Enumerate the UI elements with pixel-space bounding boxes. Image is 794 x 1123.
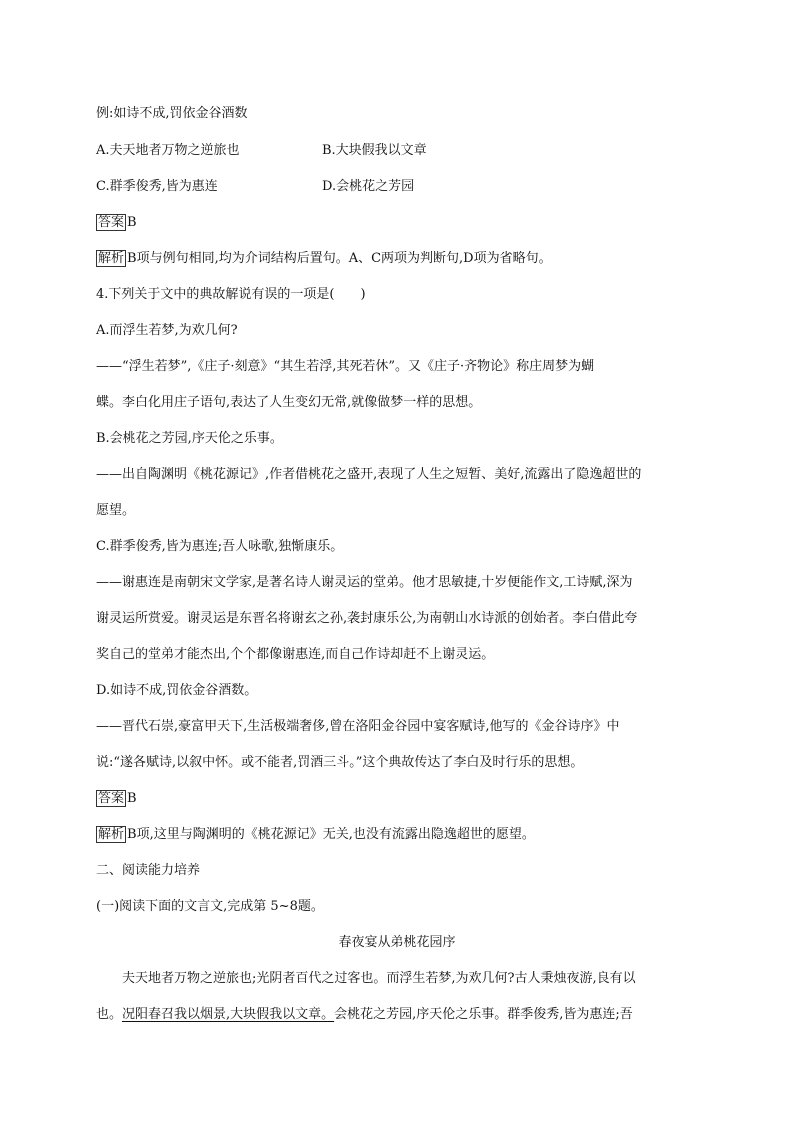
q4-answer-line: [96, 790, 137, 808]
section-heading: 二、阅读能力培养: [96, 863, 201, 878]
q4-option-c-title: C.群季俊秀,皆为惠连;吾人咏歌,独惭康乐。: [96, 539, 344, 554]
q4-option-c-explain-2: 谢灵运所赏爱。谢灵运是东晋名将谢玄之孙,袭封康乐公,为南朝山水诗派的创始者。李白借此夸: [96, 611, 638, 626]
q4-answer: B: [127, 791, 137, 806]
example-sentence: 例:如诗不成,罚依金谷酒数: [96, 106, 248, 121]
q4-option-d-title: D.如诗不成,罚依金谷酒数。: [96, 683, 258, 698]
passage-text: 也。: [96, 1007, 123, 1022]
analysis-tag: 解析: [98, 827, 125, 842]
option-c: C.群季俊秀,皆为惠连: [96, 179, 218, 194]
q4-analysis-line: [96, 826, 535, 844]
passage-text: 会桃花之芳园,序天伦之乐事。群季俊秀,皆为惠连;吾: [334, 1007, 633, 1022]
q4-option-b-explain-2: 愿望。: [96, 503, 136, 518]
analysis-tag: 解析: [98, 251, 125, 266]
q4-option-a-title: A.而浮生若梦,为欢几何?: [96, 323, 238, 338]
q3-analysis: B项与例句相同,均为介词结构后置句。A、C两项为判断句,D项为省略句。: [127, 251, 552, 266]
q4-option-c-explain-1: ——谢惠连是南朝宋文学家,是著名诗人谢灵运的堂弟。他才思敏捷,十岁便能作文,工诗赋,深为: [96, 575, 633, 590]
q4-option-a-explain-2: 蝶。李白化用庄子语句,表达了人生变幻无常,就像做梦一样的思想。: [96, 395, 482, 410]
q4-option-a-explain-1: ——“浮生若梦”,《庄子·刻意》“其生若浮,其死若休”。又《庄子·齐物论》称庄周梦为蝴: [96, 359, 595, 374]
q4-stem: 4.下列关于文中的典故解说有误的一项是( ): [96, 287, 366, 302]
q4-option-b-explain-1: ——出自陶渊明《桃花源记》,作者借桃花之盛开,表现了人生之短暂、美好,流露出了隐逸超世的: [96, 467, 642, 482]
answer-tag: 答案: [98, 215, 125, 230]
q4-option-d-explain-1: ——晋代石崇,豪富甲天下,生活极端奢侈,曾在洛阳金谷园中宴客赋诗,他写的《金谷诗序》中: [96, 719, 620, 734]
passage-title: 春夜宴从弟桃花园序: [338, 935, 456, 950]
q4-option-d-explain-2: 说:“遂各赋诗,以叙中怀。或不能者,罚酒三斗。”这个典故传达了李白及时行乐的思想。: [96, 755, 584, 770]
passage-line-2: [96, 1006, 633, 1024]
q4-option-b-title: B.会桃花之芳园,序天伦之乐事。: [96, 431, 283, 446]
option-b: B.大块假我以文章: [322, 143, 427, 158]
reading-instruction: (一)阅读下面的文言文,完成第 5~8题。: [96, 899, 324, 914]
q3-answer: B: [127, 215, 137, 230]
q4-option-c-explain-3: 奖自己的堂弟才能杰出,个个都像谢惠连,而自己作诗却赶不上谢灵运。: [96, 647, 495, 662]
q3-analysis-line: [96, 250, 552, 268]
option-d: D.会桃花之芳园: [322, 179, 415, 194]
q3-answer-line: [96, 214, 137, 232]
underlined-sentence: 况阳春召我以烟景,大块假我以文章。: [122, 1007, 335, 1022]
passage-line-1: 夫天地者万物之逆旅也;光阴者百代之过客也。而浮生若梦,为欢几何?古人秉烛夜游,良有以: [122, 971, 636, 986]
option-a: A.夫天地者万物之逆旅也: [96, 143, 240, 158]
q4-analysis: B项,这里与陶渊明的《桃花源记》无关,也没有流露出隐逸超世的愿望。: [127, 827, 535, 842]
answer-tag: 答案: [98, 791, 125, 806]
